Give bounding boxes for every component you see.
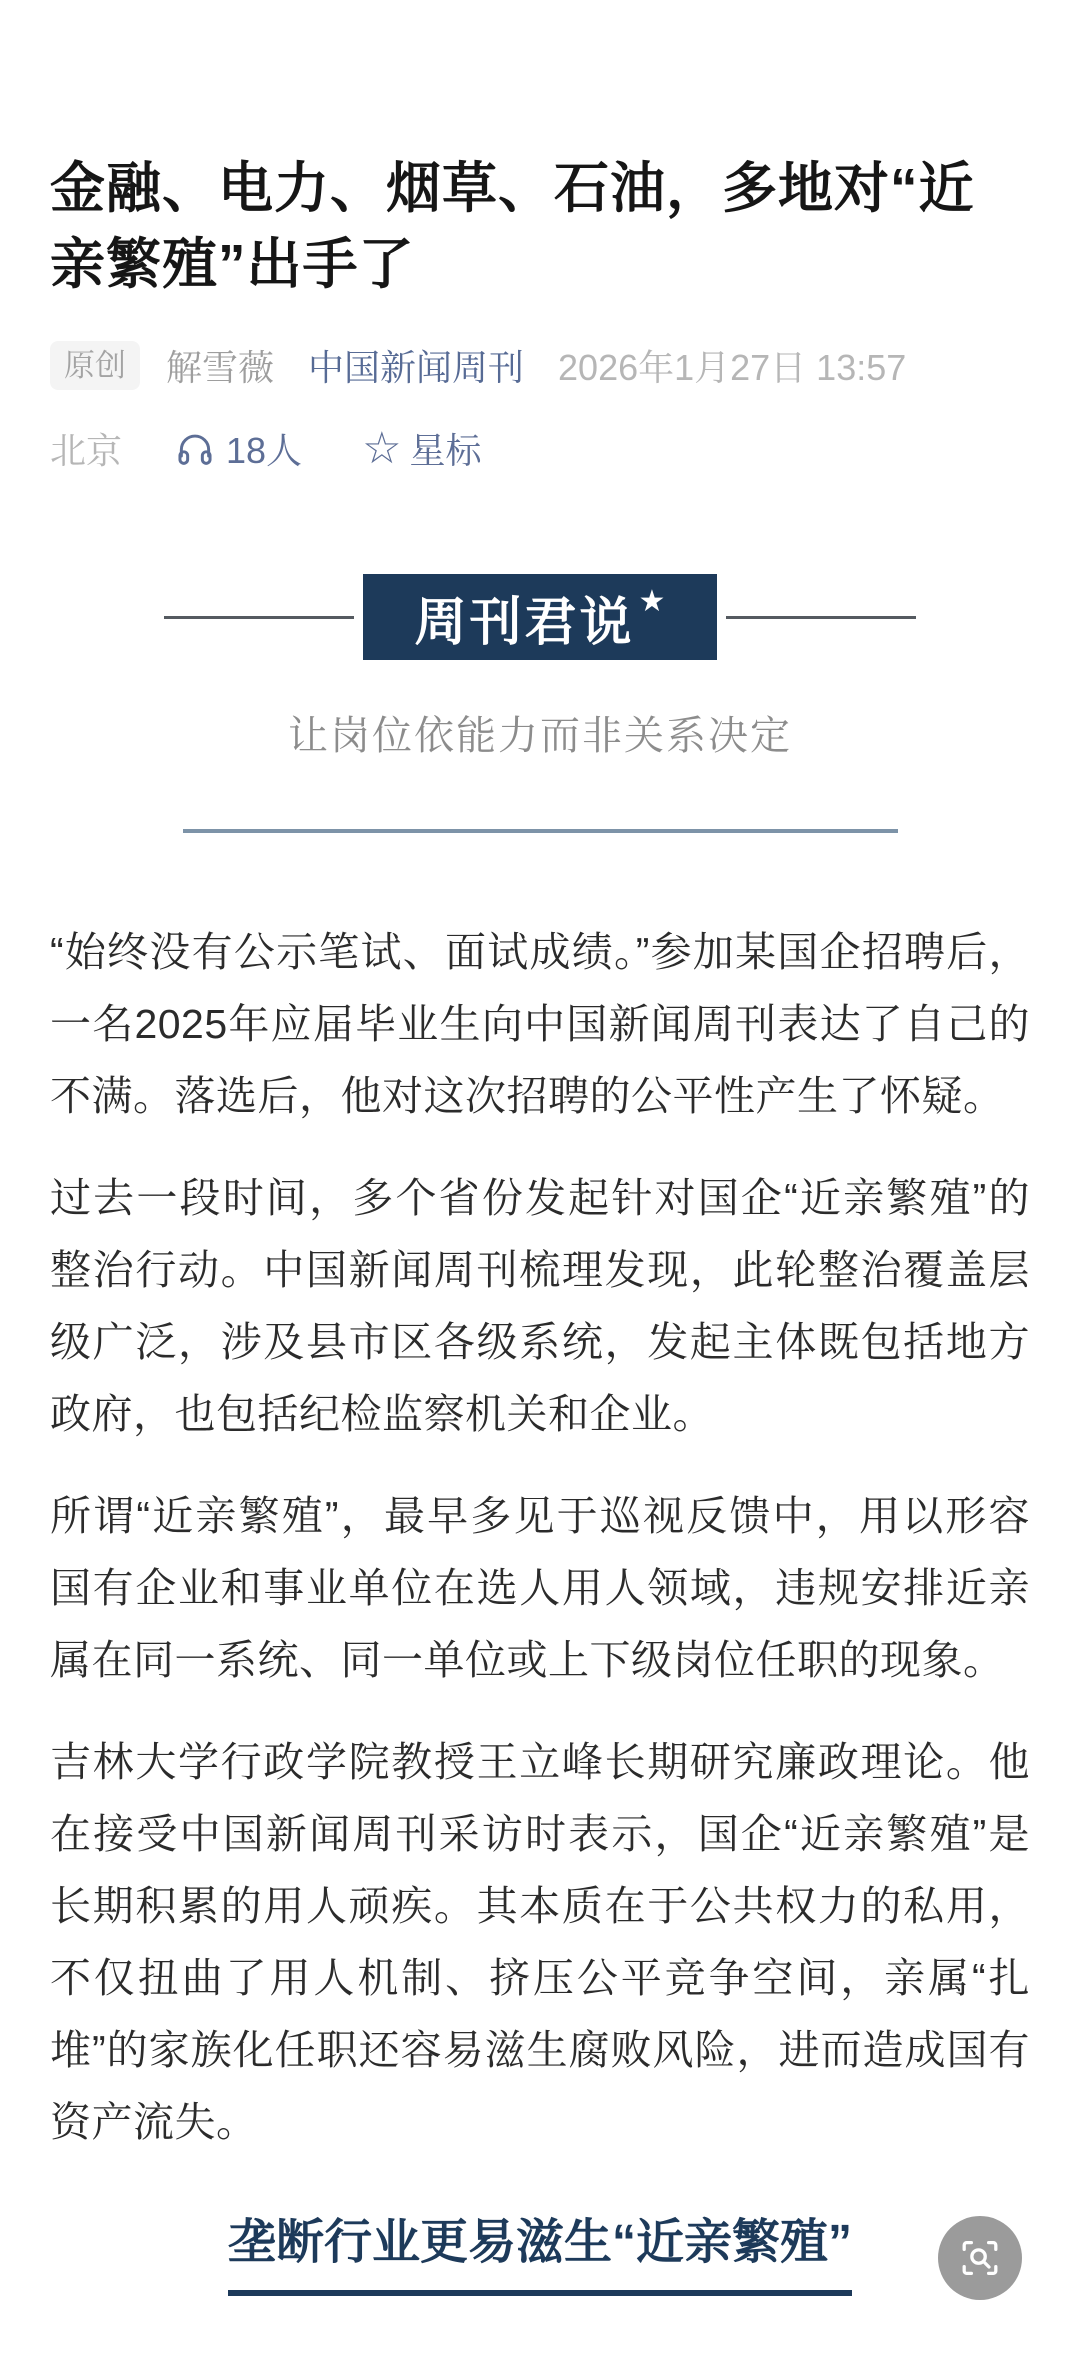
- section-heading: 垄断行业更易滋生“近亲繁殖”: [228, 2212, 852, 2296]
- editor-note-subtitle: 让岗位依能力而非关系决定: [288, 714, 792, 758]
- publish-datetime: 2026年1月27日 13:57: [558, 347, 907, 388]
- image-search-button[interactable]: [938, 2216, 1022, 2300]
- original-tag[interactable]: 原创: [50, 341, 140, 390]
- banner-left-line: [164, 616, 354, 619]
- meta-row: [50, 423, 1030, 474]
- scan-search-icon: [957, 2235, 1003, 2281]
- page-title: 金融、电力、烟草、石油，多地对“近亲繁殖”出手了: [50, 157, 975, 295]
- paragraph: 过去一段时间，多个省份发起针对国企“近亲繁殖”的整治行动。中国新闻周刊梳理发现，此轮整治覆盖层级广泛，涉及县市区各级系统，发起主体既包括地方政府，也包括纪检监察机关和企业。: [50, 1175, 1030, 1437]
- banner-right-line: [726, 616, 916, 619]
- paragraph: 吉林大学行政学院教授王立峰长期研究廉政理论。他在接受中国新闻周刊采访时表示，国企“近亲繁殖”是长期积累的用人顽疾。其本质在于公共权力的私用，不仅扭曲了用人机制、挤压公平竞争空间，亲属“扎堆”的家族化任职还容易滋生腐败风险，进而造成国有资产流失。: [50, 1739, 1030, 2145]
- author-name[interactable]: 解雪薇: [166, 347, 275, 388]
- editor-note-banner: [50, 574, 1030, 660]
- account-link[interactable]: 中国新闻周刊: [308, 347, 525, 388]
- banner-label: 周刊君说: [414, 593, 635, 652]
- banner-star-icon: ★: [638, 585, 666, 618]
- star-label: 星标: [409, 430, 482, 471]
- article-body: [50, 916, 1030, 2158]
- banner-box: [363, 574, 717, 660]
- star-icon: ☆: [362, 423, 402, 473]
- headphones-icon: [174, 428, 216, 470]
- listen-button[interactable]: [174, 423, 302, 474]
- star-button[interactable]: [362, 423, 481, 474]
- byline: [50, 340, 1030, 391]
- paragraph: 所谓“近亲繁殖”，最早多见于巡视反馈中，用以形容国有企业和事业单位在选人用人领域，违规安排近亲属在同一系统、同一单位或上下级岗位任职的现象。: [50, 1493, 1030, 1683]
- paragraph: “始终没有公示笔试、面试成绩。”参加某国企招聘后，一名2025年应届毕业生向中国新闻周刊表达了自己的不满。落选后，他对这次招聘的公平性产生了怀疑。: [50, 929, 1030, 1119]
- location-label: 北京: [50, 430, 123, 471]
- section-divider: [183, 829, 898, 833]
- listen-count: 18人: [226, 430, 303, 471]
